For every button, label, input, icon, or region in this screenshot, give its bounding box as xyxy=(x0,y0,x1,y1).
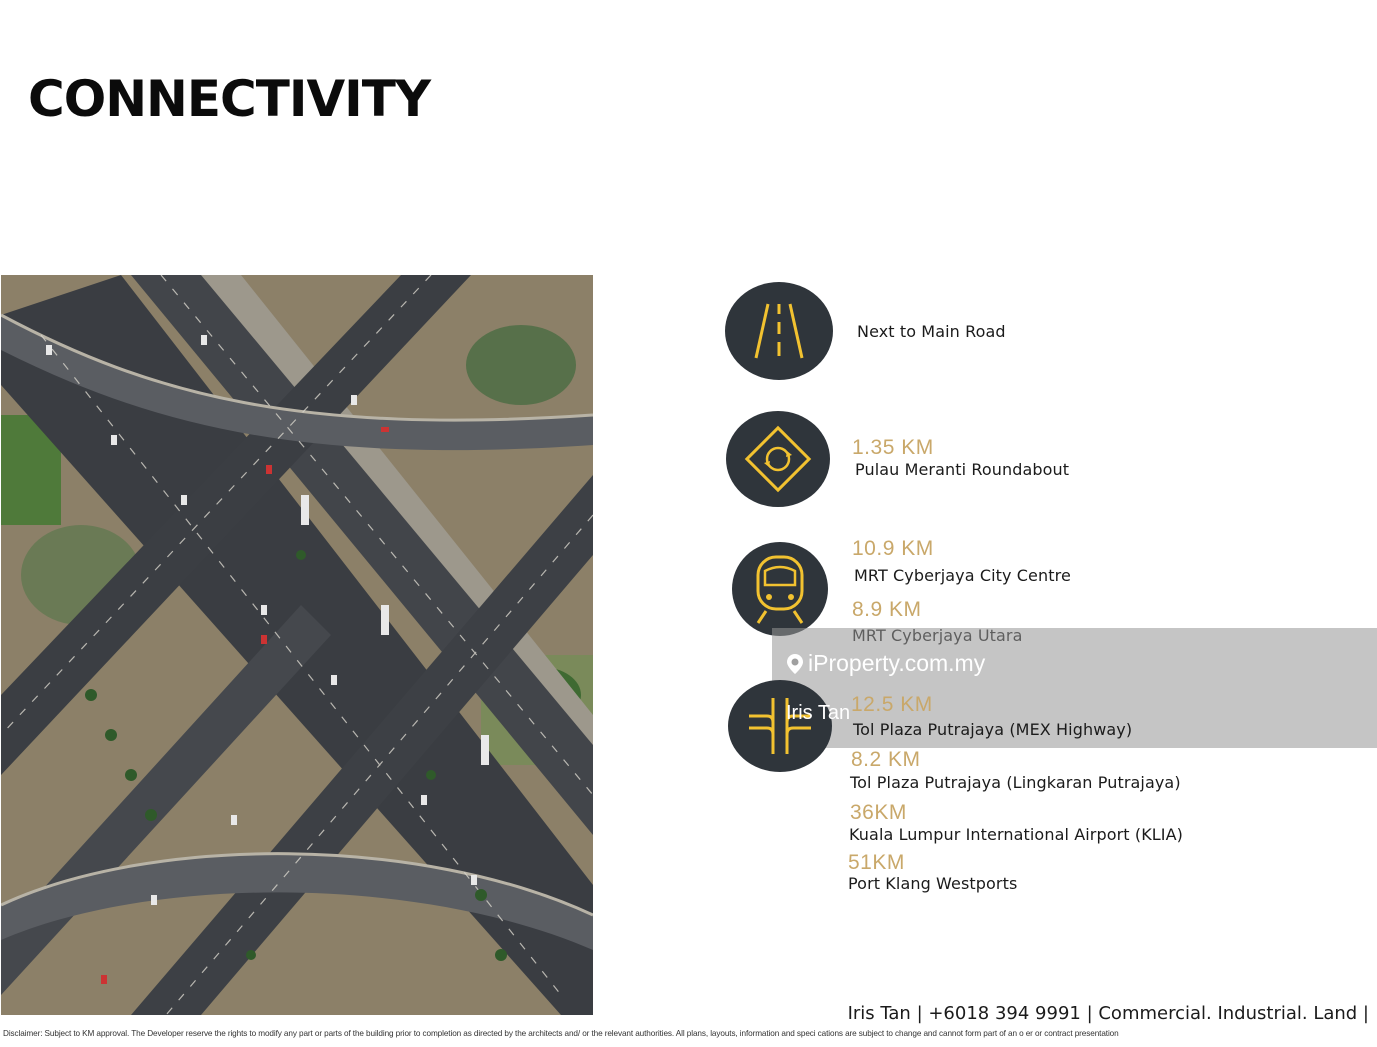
item-label: Tol Plaza Putrajaya (MEX Highway) xyxy=(853,720,1133,739)
item-distance: 1.35 KM xyxy=(852,436,934,459)
item-label: MRT Cyberjaya City Centre xyxy=(854,566,1071,585)
item-distance: 36KM xyxy=(850,801,907,824)
roundabout-sign-icon xyxy=(726,411,830,507)
item-distance: 10.9 KM xyxy=(852,537,934,560)
watermark-brand-text: iProperty.com.my xyxy=(808,650,986,676)
contact-footer: Iris Tan | +6018 394 9991 | Commercial. Industrial. Land | xyxy=(847,1003,1369,1024)
location-pin-icon xyxy=(786,653,804,675)
train-icon xyxy=(732,542,828,636)
item-label: Next to Main Road xyxy=(857,322,1006,341)
watermark-agent: Iris Tan xyxy=(786,702,851,724)
item-label: Pulau Meranti Roundabout xyxy=(855,460,1070,479)
aerial-highway-photo xyxy=(1,275,593,1015)
item-distance: 51KM xyxy=(848,851,905,874)
item-label: Port Klang Westports xyxy=(848,874,1018,893)
road-icon xyxy=(725,282,833,380)
disclaimer-text: Disclaimer: Subject to KM approval. The Developer reserve the rights to modify any part or parts of the building prior to completion as directed by the architects and/ or the relevant authorities. All plans, layouts, information and speci cations are subject to change and cannot form part of an o er or contract presentation xyxy=(3,1029,1119,1038)
highway-interchange-icon xyxy=(728,680,832,772)
watermark-brand xyxy=(786,650,985,677)
item-distance: 12.5 KM xyxy=(851,693,933,716)
item-label: Tol Plaza Putrajaya (Lingkaran Putrajaya) xyxy=(850,773,1181,792)
item-distance: 8.9 KM xyxy=(852,598,922,621)
page-title: CONNECTIVITY xyxy=(28,70,431,128)
item-distance: 8.2 KM xyxy=(851,748,921,771)
item-label: Kuala Lumpur International Airport (KLIA) xyxy=(849,825,1184,844)
